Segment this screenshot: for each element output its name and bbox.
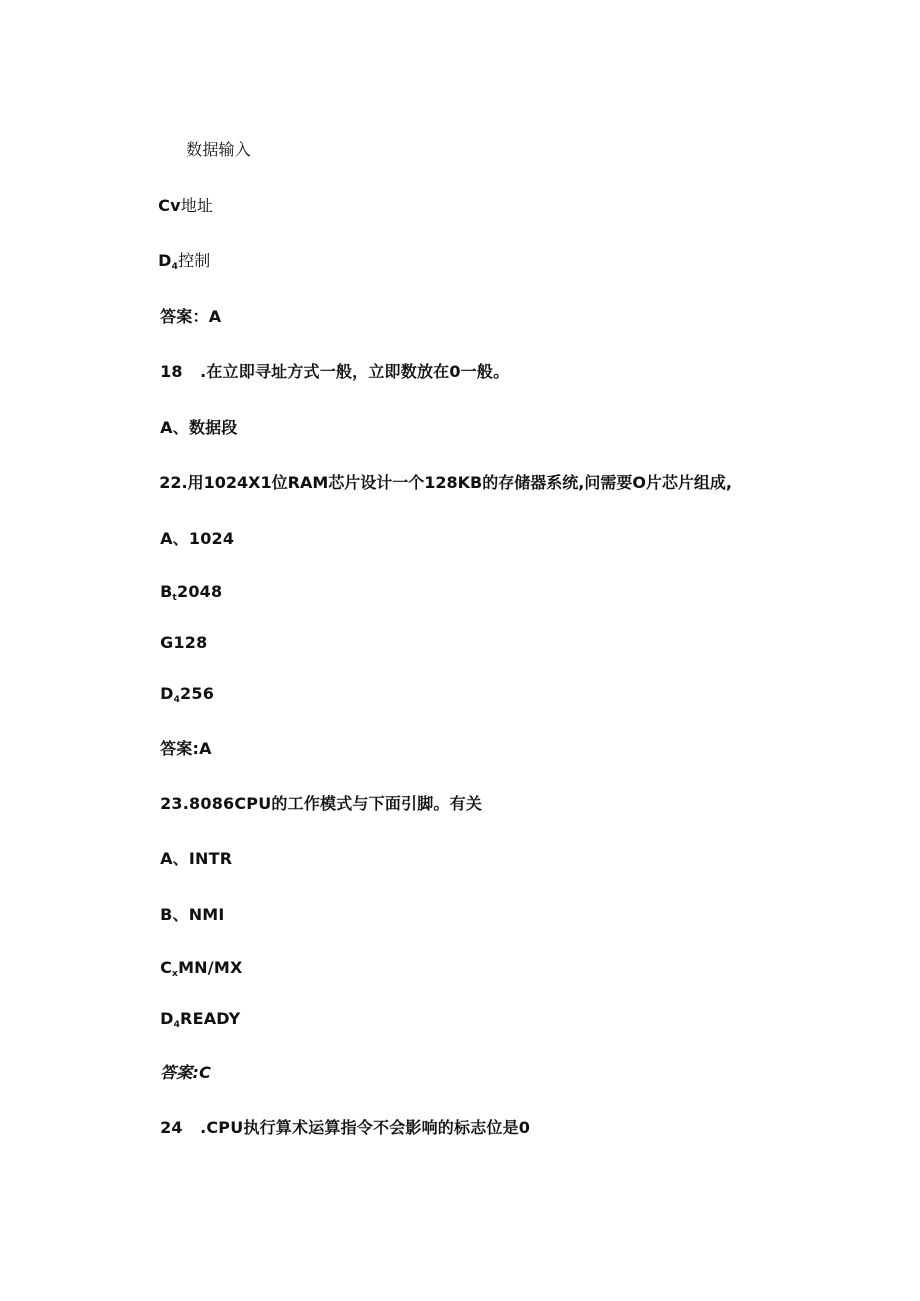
option-text: A、1024 bbox=[160, 529, 235, 548]
option-a-data-segment bbox=[137, 398, 237, 458]
option-subscript: 4 bbox=[171, 262, 179, 272]
question-text: 23.8086CPU的工作模式与下面引脚。有关 bbox=[160, 794, 483, 813]
option-text: 256 bbox=[180, 684, 215, 703]
option-a-intr bbox=[137, 829, 232, 889]
option-text: MN/MX bbox=[178, 958, 243, 977]
option-prefix: D bbox=[158, 251, 172, 270]
option-subscript: x bbox=[172, 969, 179, 979]
question-18 bbox=[137, 342, 509, 402]
option-subscript: 4 bbox=[173, 1020, 181, 1030]
option-data-input bbox=[165, 120, 251, 180]
answer-text: 答案:C bbox=[160, 1063, 212, 1082]
option-b-nmi bbox=[137, 885, 225, 945]
question-text: 24 .CPU执行算术运算指令不会影响的标志位是0 bbox=[160, 1118, 531, 1137]
question-23 bbox=[137, 774, 482, 834]
option-text: A、INTR bbox=[160, 849, 233, 868]
answer-line bbox=[137, 1043, 211, 1103]
option-prefix: D bbox=[160, 684, 174, 703]
option-text: G128 bbox=[160, 633, 208, 652]
option-text: 控制 bbox=[178, 251, 211, 270]
answer-text: 答案:A bbox=[160, 739, 212, 758]
option-text: 地址 bbox=[180, 196, 214, 215]
option-prefix: C bbox=[160, 958, 173, 977]
question-text: 18 .在立即寻址方式一般，立即数放在0一般。 bbox=[160, 362, 510, 381]
option-text: B、NMI bbox=[160, 905, 225, 924]
option-subscript: 4 bbox=[173, 695, 181, 705]
option-prefix: Cv bbox=[158, 196, 181, 215]
option-prefix: B bbox=[160, 582, 173, 601]
answer-line bbox=[137, 719, 212, 779]
option-prefix: D bbox=[160, 1009, 174, 1028]
question-24 bbox=[137, 1098, 530, 1158]
option-text: 2048 bbox=[177, 582, 223, 601]
option-c-address bbox=[137, 176, 213, 236]
answer-text: 答案：A bbox=[160, 307, 222, 326]
option-a-1024 bbox=[137, 509, 234, 569]
question-text: 22.用1024X1位RAM芯片设计一个128KB的存储器系统,问需要O片芯片组成, bbox=[159, 473, 733, 492]
option-text: READY bbox=[180, 1009, 241, 1028]
option-text: 数据输入 bbox=[186, 140, 251, 159]
option-subscript: t bbox=[172, 593, 178, 603]
question-22 bbox=[137, 453, 732, 513]
option-text: A、数据段 bbox=[160, 418, 238, 437]
answer-line bbox=[137, 287, 221, 347]
